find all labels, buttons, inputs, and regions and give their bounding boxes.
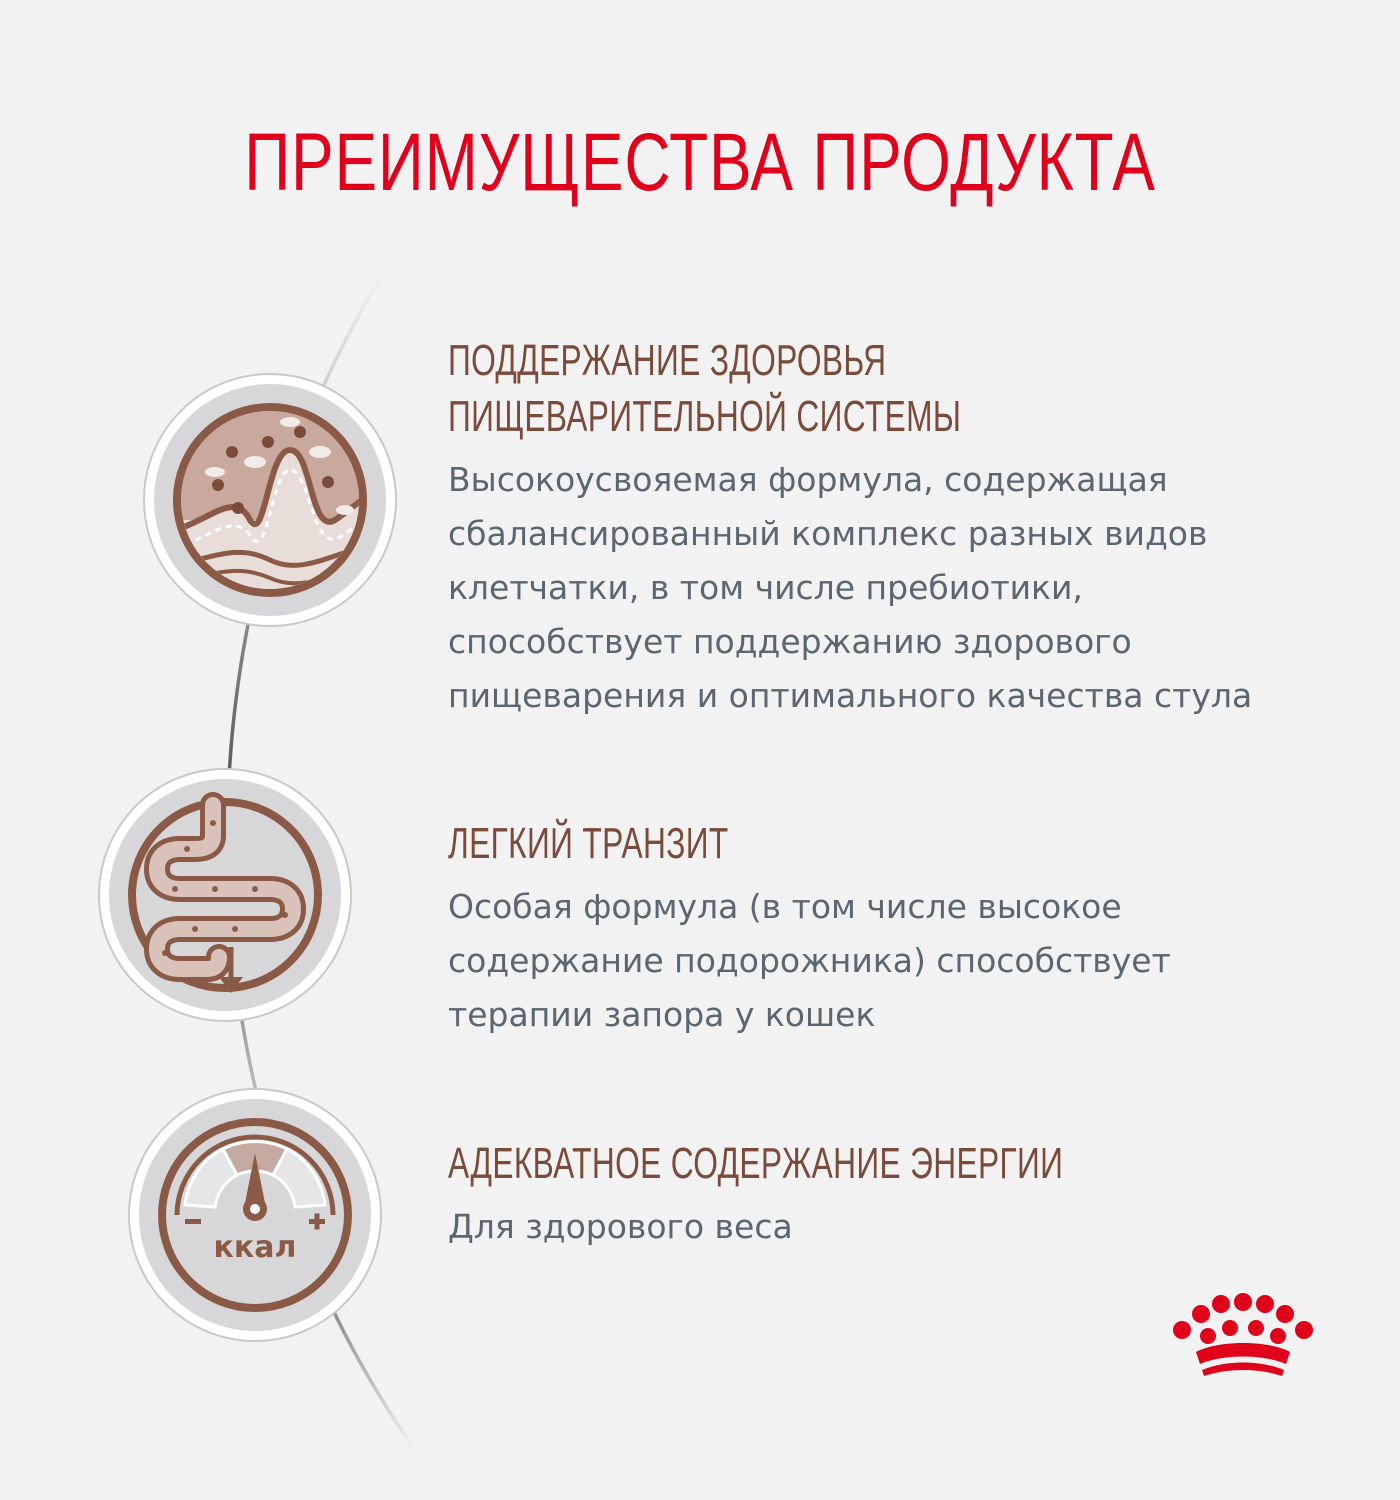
- benefit-2-description: [448, 880, 1348, 1042]
- benefit-1-description: [448, 453, 1348, 723]
- intestine-transit-icon: [95, 765, 355, 1025]
- benefit-1-text-line: Высокоусвояемая формула, содержащая: [448, 460, 1168, 499]
- benefit-3-title-line: АДЕКВАТНОЕ СОДЕРЖАНИЕ ЭНЕРГИИ: [448, 1139, 1064, 1188]
- benefit-2-title-line: ЛЕГКИЙ ТРАНЗИТ: [448, 819, 729, 868]
- digestive-villi-icon: [140, 370, 400, 630]
- benefit-2-text-line: содержание подорожника) способствует: [448, 941, 1171, 980]
- benefit-1-text-line: сбалансированный комплекс разных видов: [448, 514, 1208, 553]
- royal-canin-crown-icon: [1168, 1290, 1318, 1380]
- benefit-1-text-line: клетчатки, в том числе пребиотики,: [448, 568, 1083, 607]
- kcal-label: ккал: [213, 1230, 297, 1265]
- benefit-3-icon-badge: [125, 1085, 385, 1350]
- calorie-gauge-icon: [125, 1085, 385, 1345]
- benefit-2-text-line: Особая формула (в том числе высокое: [448, 887, 1122, 926]
- benefit-2-text-line: терапии запора у кошек: [448, 995, 876, 1034]
- benefit-1: [448, 333, 1368, 723]
- benefit-2-icon-badge: [95, 765, 355, 1030]
- benefit-1-text-line: способствует поддержанию здорового: [448, 622, 1132, 661]
- benefit-3-text-line: Для здорового веса: [448, 1207, 793, 1246]
- benefit-2: [448, 816, 1368, 1042]
- benefit-2-title: [448, 816, 1348, 872]
- benefit-1-icon-badge: [140, 370, 400, 635]
- benefit-1-title: [448, 333, 1348, 445]
- benefit-1-title-line: ПОДДЕРЖАНИЕ ЗДОРОВЬЯ: [448, 336, 887, 385]
- benefit-3-title: [448, 1136, 1348, 1192]
- benefit-1-text-line: пищеварения и оптимального качества стула: [448, 676, 1253, 715]
- benefit-1-title-line: ПИЩЕВАРИТЕЛЬНОЙ СИСТЕМЫ: [448, 392, 962, 441]
- benefit-3-description: [448, 1200, 1348, 1254]
- benefit-3: [448, 1136, 1368, 1254]
- page-title: ПРЕИМУЩЕСТВА ПРОДУКТА: [244, 117, 1156, 208]
